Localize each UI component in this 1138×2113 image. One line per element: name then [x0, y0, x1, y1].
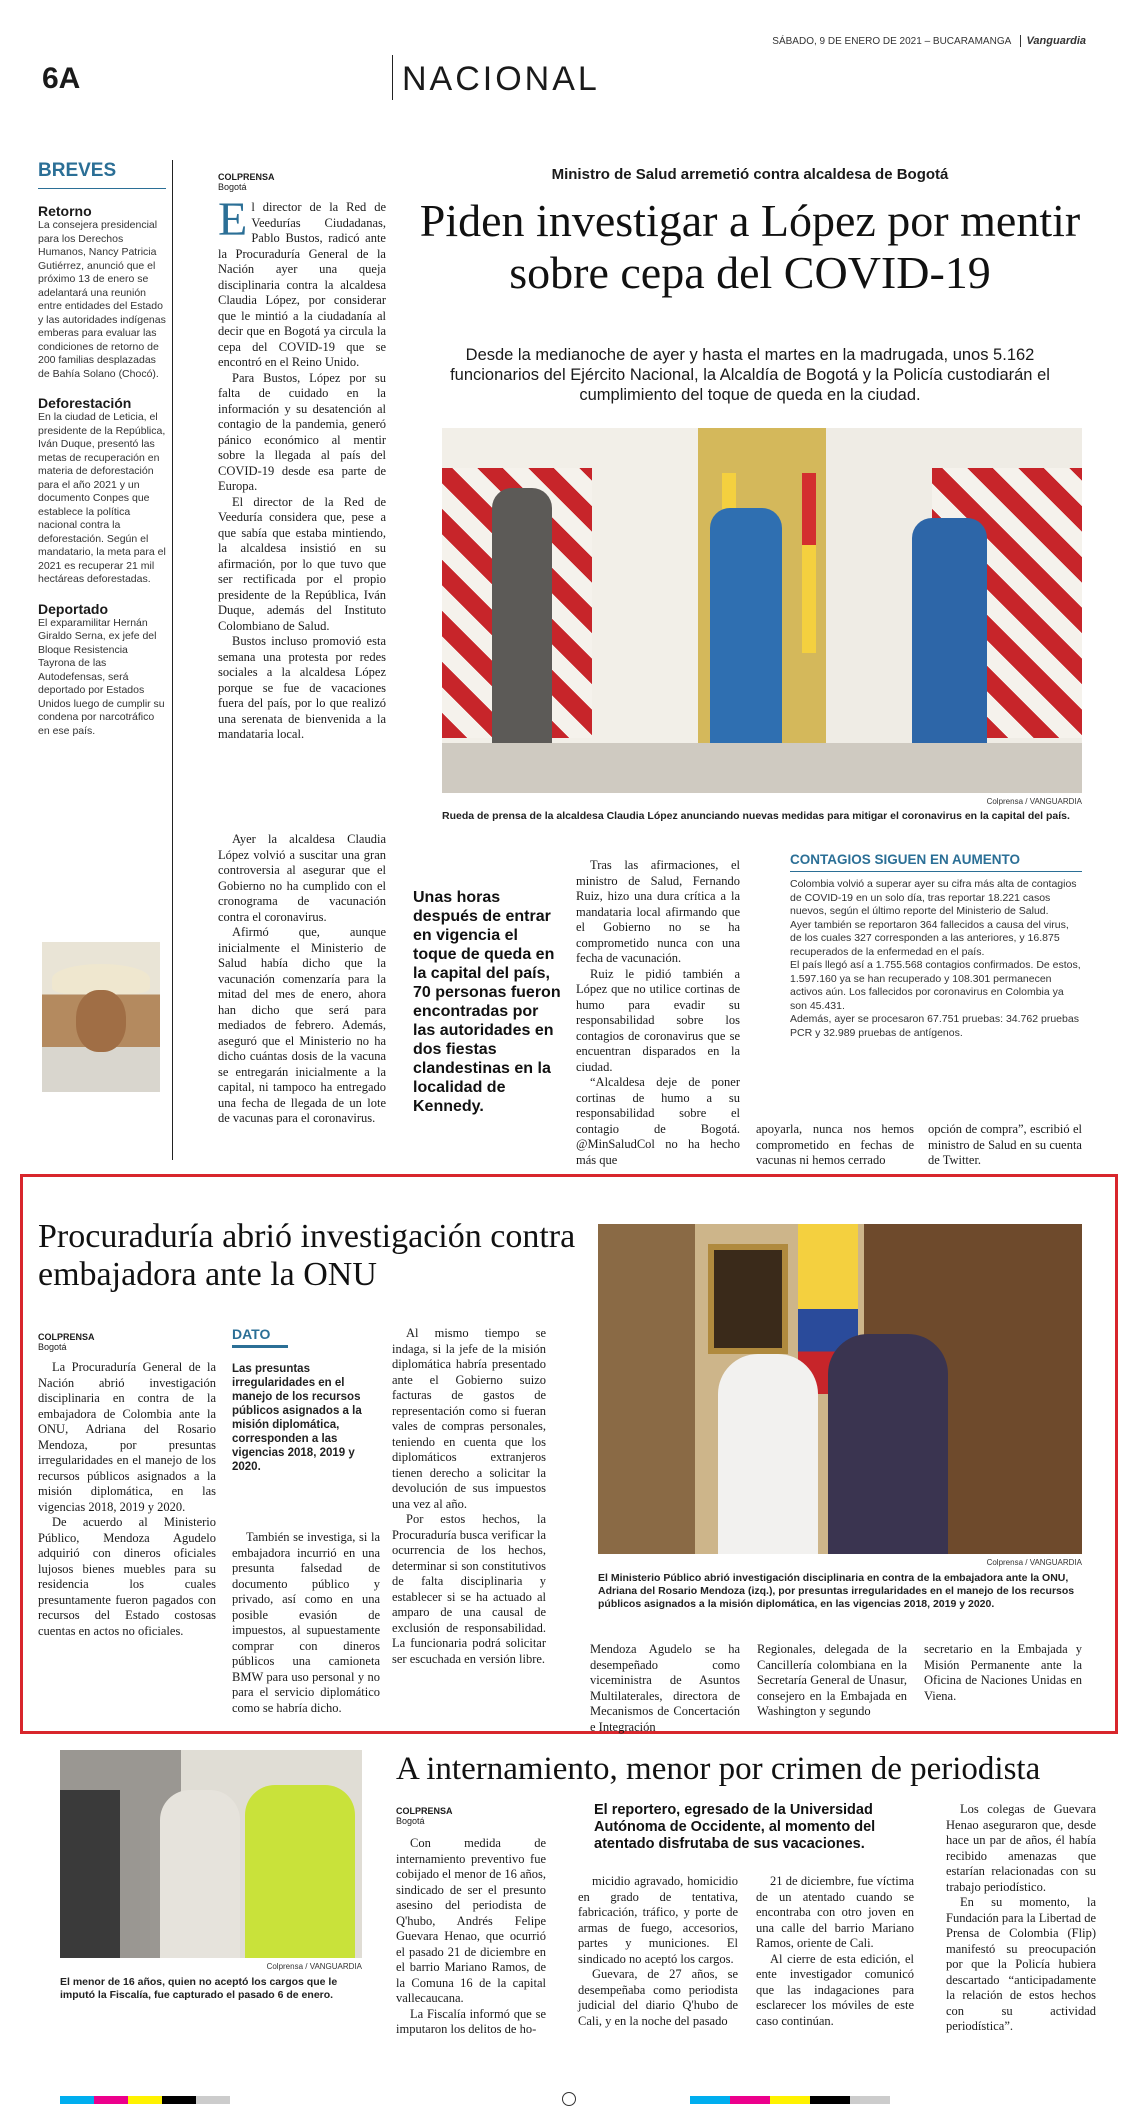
- contagios-title: CONTAGIOS SIGUEN EN AUMENTO: [790, 852, 1082, 872]
- date-text: SÁBADO, 9 DE ENERO DE 2021 – BUCARAMANGA: [772, 36, 1011, 47]
- paragraph: La Fiscalía informó que se imputaron los delitos de ho-: [396, 2006, 546, 2036]
- paragraph: También se investiga, si la embajadora incurrió en una presunta falsedad de documento público y privado, así como en una posible evasión de impuestos, al supuestamente comprar con dineros públicos una camioneta BMW para uso personal y no para el servicio diplomático como se habría dicho.: [232, 1530, 380, 1715]
- dato-text: Las presuntas irregularidades en el manejo de los recursos públicos asignados a la misión diplomática, corresponden a las vigencias 2018, 2019 y 2020.: [232, 1363, 362, 1473]
- story1-photo-caption: Rueda de prensa de la alcaldesa Claudia López anunciando nuevas medidas para mitigar el coronavirus en la capital del país.: [442, 810, 1070, 822]
- paragraph: “Alcaldesa deje de poner cortinas de humo a su responsabilidad sobre el contagio de Bogotá. @MinSaludCol no ha hecho más que: [576, 1075, 740, 1167]
- story2-column-5: Regionales, delegada de la Cancillería colombiana en la Secretaría General de Unasur, consejero en la Embajada en Washington y segundo: [757, 1642, 907, 1718]
- story2-byline: [38, 1332, 95, 1352]
- byline-city: Bogotá: [38, 1342, 67, 1352]
- section-title: NACIONAL: [402, 60, 600, 98]
- paragraph: Por estos hechos, la Procuraduría busca verificar la ocurrencia de los hechos, determinar si son constitutivos de falta disciplinaria y establecer si se ha actuado al amparo de una causal de exclusión de responsabilidad. La funcionaria podrá solicitar ser escuchada en versión libre.: [392, 1512, 546, 1666]
- byline-city: Bogotá: [218, 182, 247, 192]
- page-number: 6A: [42, 62, 81, 95]
- paragraph: Colombia volvió a superar ayer su cifra más alta de contagios de COVID-19 en un solo día, tras reportar 18.221 casos nuevos, según el último reporte del Ministerio de Salud.: [790, 878, 1077, 917]
- story3-photo-credit: Colprensa / VANGUARDIA: [266, 1962, 362, 1971]
- crosshair-icon: [562, 2092, 576, 2106]
- paragraph: Afirmó que, aunque inicialmente el Ministerio de Salud había dicho que la vacunación comenzaría para la mitad del mes de enero, ahora han dicho que será para mediados de febrero. Además, aseguró que el Ministerio no ha dicho cuántas dosis de la vacuna se entregarán inicialmente a la capital, ni tampoco ha entregado una fecha de llegada de un lote de vacunas para el coronavirus.: [218, 925, 386, 1125]
- paragraph: Ayer también se reportaron 364 fallecidos a causa del virus, de los cuales 327 corresponden a las anteriores, y 16.875 recuperados de la enfermedad en el país.: [790, 918, 1069, 958]
- byline-agency: COLPRENSA: [38, 1332, 95, 1342]
- breves-item-1: [38, 395, 166, 587]
- story1-byline: [218, 172, 275, 192]
- paragraph: Guevara, de 27 años, se desempeñaba como periodista judicial del diario Q'hubo de Cali, y en la noche del pasado: [578, 1967, 738, 2028]
- story1-press-photo: [442, 428, 1082, 793]
- paragraph: La Procuraduría General de la Nación abrió investigación disciplinaria en contra de la embajadora de Colombia ante la ONU, Adriana del Rosario Mendoza, por presuntas irregularidades en el manejo de los recursos públicos asignados a la misión diplomática, en las vigencias 2018, 2019 y 2020.: [38, 1360, 216, 1514]
- story1-column-2: [218, 832, 386, 1172]
- date-line: [772, 35, 1086, 47]
- story3-photo-caption: El menor de 16 años, quien no aceptó los cargos que le imputó la Fiscalía, fue capturado el pasado 6 de enero.: [60, 1976, 338, 2001]
- paragraph: Tras las afirmaciones, el ministro de Salud, Fernando Ruiz, hizo una dura crítica a la mandataria local afirmando que el Gobierno no se ha comprometido nunca con una fecha de vacunación.: [576, 858, 740, 965]
- breves-column: [38, 160, 166, 738]
- paragraph: Los colegas de Guevara Henao aseguraron que, desde hace un par de años, él había recibido amenazas que estarían relacionadas con su trabajo periodístico.: [946, 1802, 1096, 1894]
- dato-box: [232, 1326, 372, 1474]
- breves-portrait-photo: [42, 942, 160, 1092]
- paragraph: Ruiz le pidió también a López que no utilice cortinas de humo para evadir su responsabilidad sobre los contagios de coronavirus que se encuentran disparados en la ciudad.: [576, 966, 740, 1074]
- breves-item-text: La consejera presidencial para los Derechos Humanos, Nancy Patricia Gutiérrez, anunció que el próximo 13 de enero se adelantará una reunión entre entidades del Estado y las autoridades indígenas emberas para evaluar las condiciones de retorno de 200 familias desplazadas de Bahía Solano (Chocó).: [38, 219, 166, 380]
- story2-photo-credit: Colprensa / VANGUARDIA: [986, 1558, 1082, 1567]
- story3-column-3: [756, 1874, 914, 2029]
- story2-photo-caption: El Ministerio Público abrió investigación disciplinaria en contra de la embajadora ante la ONU, Adriana del Rosario Mendoza (izq.), por presuntas irregularidades en el manejo de los recursos públicos asignados a la misión diplomática, en las vigencias 2018, 2019 y 2020.: [598, 1572, 1075, 1610]
- contagios-box: [790, 852, 1082, 1040]
- byline-agency: COLPRENSA: [218, 172, 275, 182]
- story3-photo: [60, 1750, 362, 1958]
- paragraph: Al cierre de esta edición, el ente investigador comunicó que las indagaciones para esclarecer los móviles de este caso continúan.: [756, 1951, 914, 2028]
- byline-city: Bogotá: [396, 1816, 425, 1826]
- registration-bar-right: [690, 2096, 890, 2104]
- story1-photo-credit: Colprensa / VANGUARDIA: [986, 797, 1082, 806]
- header-divider: [392, 55, 393, 100]
- story1-headline: Piden investigar a López por mentir sobre cepa del COVID-19: [419, 195, 1081, 298]
- story1-column-1: [218, 193, 386, 743]
- story3-subhead: El reportero, egresado de la Universidad Autónoma de Occidente, al momento del atentado disfrutaba de sus vacaciones.: [594, 1802, 876, 1852]
- story3-column-4: [946, 1802, 1096, 2035]
- paragraph: l director de la Red de Veedurías Ciudadanas, Pablo Bustos, radicó ante la Procuraduría General de la Nación ayer una queja disciplinaria contra la alcaldesa Claudia López, por considerar que le mintió a la ciudadanía al decir que en Bogotá ya circula la cepa del COVID-19 que se encontró en el Reino Unido.: [218, 200, 386, 369]
- paragraph: El país llegó así a 1.755.568 contagios confirmados. De estos, 1.597.160 ya se han recuperado y 108.301 permanecen activos aún. Los fallecidos por coronavirus en Colombia ya son 45.431.: [790, 959, 1081, 1012]
- paragraph: En su momento, la Fundación para la Libertad de Prensa de Colombia (Flip) manifestó su preocupación por que la Policía hubiera descartado “anticipadamente la relación de estos hechos con su actividad periodística”.: [946, 1895, 1096, 2033]
- story1-column-5: opción de compra”, escribió el ministro de Salud en su cuenta de Twitter.: [928, 1122, 1082, 1167]
- breves-item-title: Retorno: [38, 203, 92, 219]
- paragraph: micidio agravado, homicidio en grado de tentativa, fabricación, tráfico, y porte de armas de fuego, accesorios, partes y municiones. El sindicado no aceptó los cargos.: [578, 1874, 738, 1966]
- paragraph: Ayer la alcaldesa Claudia López volvió a suscitar una gran controversia al asegurar que el Gobierno no ha cumplido con el cronograma de vacunación contra el coronavirus.: [218, 832, 386, 924]
- brand-logo: Vanguardia: [1020, 35, 1087, 47]
- dato-title: DATO: [232, 1326, 288, 1348]
- story1-deck: Desde la medianoche de ayer y hasta el martes en la madrugada, unos 5.162 funcionarios del Ejército Nacional, la Alcaldía de Bogotá y la Policía custodiarán el cumplimiento del toque de queda en la ciudad.: [450, 346, 1050, 404]
- story1-kicker: Ministro de Salud arremetió contra alcaldesa de Bogotá: [551, 166, 949, 183]
- story2-headline: Procuraduría abrió investigación contra embajadora ante la ONU: [38, 1218, 576, 1293]
- paragraph: Bustos incluso promovió esta semana una protesta por redes sociales a la alcaldesa López porque se fue de vacaciones fuera del país, por lo que realizó una serenata de bienvenida a la mandataria local.: [218, 634, 386, 741]
- breves-item-2: [38, 601, 166, 739]
- paragraph: 21 de diciembre, fue víctima de un atentado cuando se encontraba con otro joven en una calle del barrio Mariano Ramos, oriente de Cali.: [756, 1874, 914, 1950]
- story1-column-3: [576, 858, 740, 1173]
- story3-headline: A internamiento, menor por crimen de periodista: [396, 1751, 1041, 1787]
- story1-pullquote: Unas horas después de entrar en vigencia el toque de queda en la capital del país, 70 personas fueron encontradas por las autoridades en dos fiestas clandestinas en la localidad de Kennedy.: [413, 889, 561, 1115]
- paragraph: De acuerdo al Ministerio Público, Mendoza Agudelo adquirió con dineros oficiales lujosos bienes muebles para su residencia los cuales presuntamente fueron pagados con recursos del Estado costosas cuentas en actos no oficiales.: [38, 1515, 216, 1638]
- story2-column-1: [38, 1360, 216, 1639]
- paragraph: Con medida de internamiento preventivo fue cobijado el menor de 16 años, sindicado de ser el presunto asesino del periodista de Q'hubo, Andrés Felipe Guevara Henao, que ocurrió el pasado 21 de diciembre en el barrio Mariano Ramos, de la Comuna 16 de la capital vallecaucana.: [396, 1836, 546, 2005]
- story3-column-1: [396, 1836, 546, 2038]
- dropcap: E: [218, 193, 248, 246]
- story1-column-4: apoyarla, nunca nos hemos comprometido en fechas de vacunas ni hemos cerrado: [756, 1122, 914, 1167]
- breves-item-title: Deportado: [38, 600, 108, 617]
- paragraph: El director de la Red de Veeduría considera que, pese a que sabía que estaba mintiendo, la alcaldesa insistió en su afirmación, por lo que tuvo que ser rectificada por el propio presidente de la República, Iván Duque, además del Instituto Colombiano de Salud.: [218, 494, 386, 633]
- story3-column-2: [578, 1874, 738, 2029]
- breves-item-text: En la ciudad de Leticia, el presidente de la República, Iván Duque, presentó las metas de recuperación en materia de deforestación para el año 2021 y un documento Conpes que establece la política nacional contra la deforestación. Según el mandatario, la meta para el 2021 es recuperar 21 mil hectáreas deforestadas.: [38, 411, 166, 585]
- breves-item-text: El exparamilitar Hernán Giraldo Serna, ex jefe del Bloque Resistencia Tayrona de las Autodefensas, será deportado por Estados Unidos luego de cumplir su condena por narcotráfico en ese país.: [38, 616, 165, 737]
- registration-bar-left: [60, 2096, 230, 2104]
- story3-byline: [396, 1806, 453, 1826]
- story2-photo: [598, 1224, 1082, 1554]
- breves-rule: [172, 160, 173, 1160]
- paragraph: Al mismo tiempo se indaga, si la jefe de la misión diplomática habría presentado ante el Gobierno suizo facturas de gastos de representación como si fueran vales de compras personales, teniendo en cuenta que los diplomáticos extranjeros tienen derecho a solicitar la devolución de sus impuestos una vez al año.: [392, 1326, 546, 1511]
- paragraph: Para Bustos, López por su falta de cuidado en la información y su desatención al contagio de la pandemia, generó pánico económico al mentir sobre la llegada al país del COVID-19 desde esa parte de Europa.: [218, 370, 386, 493]
- contagios-text: [790, 878, 1082, 1040]
- story2-column-2: [232, 1530, 380, 1716]
- story2-column-6: secretario en la Embajada y Misión Permanente ante la Oficina de Naciones Unidas en Viena.: [924, 1642, 1082, 1703]
- story2-column-4: Mendoza Agudelo se ha desempeñado como viceministra de Asuntos Multilaterales, directora de Mecanismos de Concertación e Integración: [590, 1642, 740, 1734]
- breves-item-0: [38, 203, 166, 381]
- breves-item-title: Deforestación: [38, 395, 132, 411]
- story2-column-3: [392, 1326, 546, 1667]
- paragraph: Además, ayer se procesaron 67.751 pruebas: 34.762 pruebas PCR y 32.989 pruebas de antígenos.: [790, 1013, 1079, 1039]
- byline-agency: COLPRENSA: [396, 1806, 453, 1816]
- breves-title: BREVES: [38, 160, 166, 189]
